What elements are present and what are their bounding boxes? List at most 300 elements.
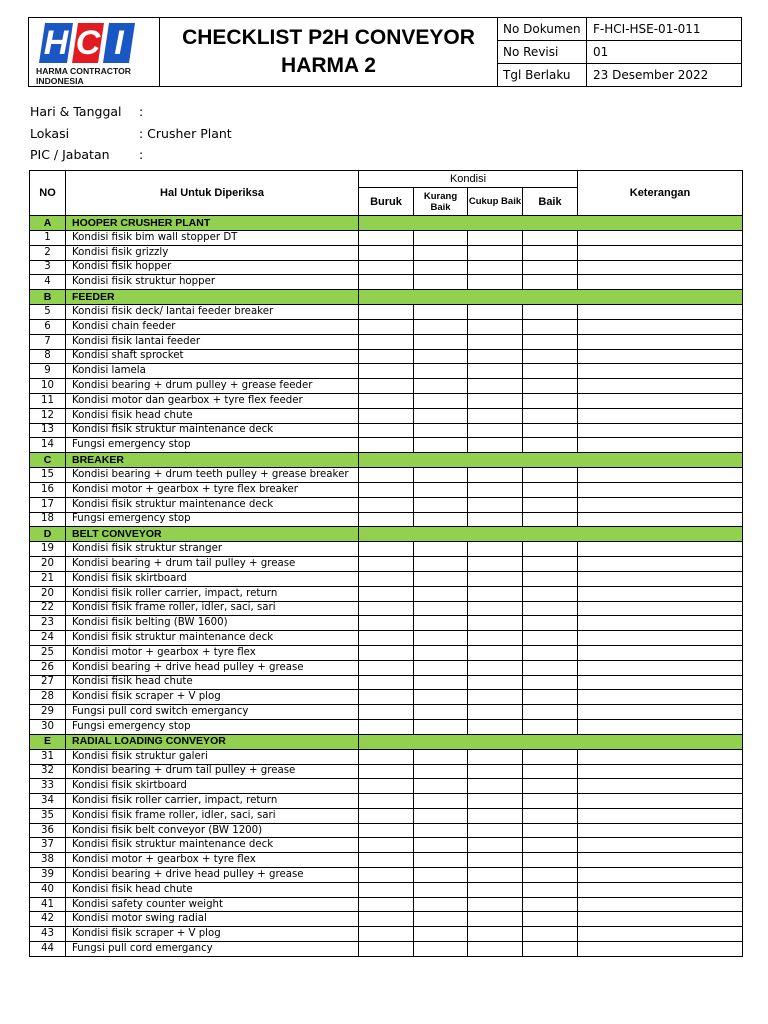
check-buruk[interactable] <box>359 364 414 379</box>
doc-info-label: No Dokumen <box>498 18 587 40</box>
keterangan-cell[interactable] <box>578 379 743 394</box>
keterangan-cell[interactable] <box>578 897 743 912</box>
keterangan-cell[interactable] <box>578 468 743 483</box>
meta-label: PIC / Jabatan <box>30 147 110 163</box>
check-kurang-baik[interactable] <box>414 705 468 720</box>
check-kurang-baik[interactable] <box>414 349 468 364</box>
meta-label: Lokasi <box>30 125 70 141</box>
check-kurang-baik[interactable] <box>414 497 468 512</box>
check-baik[interactable] <box>523 838 578 853</box>
item-number: 17 <box>30 497 66 512</box>
check-buruk[interactable] <box>359 823 414 838</box>
check-buruk[interactable] <box>359 305 414 320</box>
item-number: 27 <box>30 675 66 690</box>
check-kurang-baik[interactable] <box>414 645 468 660</box>
check-kurang-baik[interactable] <box>414 660 468 675</box>
check-kurang-baik[interactable] <box>414 616 468 631</box>
section-filler <box>359 290 743 305</box>
table-row <box>30 586 743 601</box>
table-row <box>30 882 743 897</box>
check-cukup-baik[interactable] <box>468 882 523 897</box>
check-buruk[interactable] <box>359 897 414 912</box>
keterangan-cell[interactable] <box>578 690 743 705</box>
check-kurang-baik[interactable] <box>414 631 468 646</box>
table-row <box>30 838 743 853</box>
item-description: Fungsi pull cord emergancy <box>66 942 359 957</box>
check-cukup-baik[interactable] <box>468 868 523 883</box>
keterangan-cell[interactable] <box>578 275 743 290</box>
meta-row-location <box>30 123 232 145</box>
item-description: Kondisi motor + gearbox + tyre flex breaker <box>66 482 359 497</box>
check-baik[interactable] <box>523 275 578 290</box>
item-description: Kondisi fisik skirtboard <box>66 571 359 586</box>
check-kurang-baik[interactable] <box>414 542 468 557</box>
check-buruk[interactable] <box>359 719 414 734</box>
check-kurang-baik[interactable] <box>414 305 468 320</box>
check-buruk[interactable] <box>359 794 414 809</box>
check-cukup-baik[interactable] <box>468 690 523 705</box>
keterangan-cell[interactable] <box>578 557 743 572</box>
check-buruk[interactable] <box>359 438 414 453</box>
item-description: Kondisi bearing + drum tail pulley + grease <box>66 557 359 572</box>
item-number: 32 <box>30 764 66 779</box>
check-baik[interactable] <box>523 438 578 453</box>
check-cukup-baik[interactable] <box>468 823 523 838</box>
check-buruk[interactable] <box>359 586 414 601</box>
check-baik[interactable] <box>523 853 578 868</box>
item-description: Kondisi fisik frame roller, idler, saci, sari <box>66 808 359 823</box>
item-description: Kondisi motor swing radial <box>66 912 359 927</box>
check-baik[interactable] <box>523 408 578 423</box>
item-number: 5 <box>30 305 66 320</box>
header-no: NO <box>30 171 66 216</box>
check-kurang-baik[interactable] <box>414 245 468 260</box>
check-buruk[interactable] <box>359 468 414 483</box>
check-baik[interactable] <box>523 231 578 246</box>
keterangan-cell[interactable] <box>578 823 743 838</box>
keterangan-cell[interactable] <box>578 616 743 631</box>
check-kurang-baik[interactable] <box>414 231 468 246</box>
table-row <box>30 379 743 394</box>
check-buruk[interactable] <box>359 260 414 275</box>
check-baik[interactable] <box>523 794 578 809</box>
check-buruk[interactable] <box>359 779 414 794</box>
keterangan-cell[interactable] <box>578 882 743 897</box>
check-cukup-baik[interactable] <box>468 408 523 423</box>
item-description: Kondisi fisik deck/ lantai feeder breaker <box>66 305 359 320</box>
table-row <box>30 794 743 809</box>
table-row <box>30 468 743 483</box>
check-buruk[interactable] <box>359 319 414 334</box>
keterangan-cell[interactable] <box>578 512 743 527</box>
check-baik[interactable] <box>523 749 578 764</box>
check-cukup-baik[interactable] <box>468 631 523 646</box>
table-row <box>30 334 743 349</box>
check-kurang-baik[interactable] <box>414 719 468 734</box>
check-buruk[interactable] <box>359 705 414 720</box>
keterangan-cell[interactable] <box>578 631 743 646</box>
check-cukup-baik[interactable] <box>468 853 523 868</box>
check-cukup-baik[interactable] <box>468 571 523 586</box>
keterangan-cell[interactable] <box>578 571 743 586</box>
check-cukup-baik[interactable] <box>468 438 523 453</box>
table-row <box>30 675 743 690</box>
check-baik[interactable] <box>523 557 578 572</box>
check-cukup-baik[interactable] <box>468 645 523 660</box>
section-title: BELT CONVEYOR <box>66 527 359 542</box>
check-buruk[interactable] <box>359 275 414 290</box>
check-kurang-baik[interactable] <box>414 675 468 690</box>
check-kurang-baik[interactable] <box>414 912 468 927</box>
check-baik[interactable] <box>523 823 578 838</box>
check-baik[interactable] <box>523 690 578 705</box>
document-title-line2: HARMA 2 <box>281 54 376 77</box>
check-cukup-baik[interactable] <box>468 912 523 927</box>
keterangan-cell[interactable] <box>578 927 743 942</box>
check-cukup-baik[interactable] <box>468 349 523 364</box>
check-kurang-baik[interactable] <box>414 393 468 408</box>
check-cukup-baik[interactable] <box>468 705 523 720</box>
item-description: Kondisi fisik belt conveyor (BW 1200) <box>66 823 359 838</box>
check-baik[interactable] <box>523 779 578 794</box>
check-baik[interactable] <box>523 245 578 260</box>
keterangan-cell[interactable] <box>578 853 743 868</box>
check-cukup-baik[interactable] <box>468 542 523 557</box>
check-baik[interactable] <box>523 423 578 438</box>
check-cukup-baik[interactable] <box>468 379 523 394</box>
meta-row-pic <box>30 144 232 166</box>
table-row <box>30 275 743 290</box>
check-baik[interactable] <box>523 393 578 408</box>
check-buruk[interactable] <box>359 838 414 853</box>
meta-label: Hari & Tanggal <box>30 104 122 120</box>
check-cukup-baik[interactable] <box>468 838 523 853</box>
item-description: Kondisi fisik struktur maintenance deck <box>66 423 359 438</box>
meta-row-date <box>30 101 232 123</box>
check-baik[interactable] <box>523 542 578 557</box>
item-description: Kondisi fisik lantai feeder <box>66 334 359 349</box>
check-baik[interactable] <box>523 616 578 631</box>
check-baik[interactable] <box>523 260 578 275</box>
check-cukup-baik[interactable] <box>468 497 523 512</box>
check-cukup-baik[interactable] <box>468 305 523 320</box>
check-kurang-baik[interactable] <box>414 260 468 275</box>
check-cukup-baik[interactable] <box>468 423 523 438</box>
keterangan-cell[interactable] <box>578 586 743 601</box>
meta-value[interactable]: : Crusher Plant <box>139 125 232 141</box>
check-baik[interactable] <box>523 379 578 394</box>
check-cukup-baik[interactable] <box>468 794 523 809</box>
check-kurang-baik[interactable] <box>414 319 468 334</box>
keterangan-cell[interactable] <box>578 497 743 512</box>
check-kurang-baik[interactable] <box>414 364 468 379</box>
check-baik[interactable] <box>523 468 578 483</box>
header-buruk: Buruk <box>359 188 414 216</box>
keterangan-cell[interactable] <box>578 542 743 557</box>
check-cukup-baik[interactable] <box>468 675 523 690</box>
check-kurang-baik[interactable] <box>414 379 468 394</box>
check-cukup-baik[interactable] <box>468 601 523 616</box>
check-cukup-baik[interactable] <box>468 749 523 764</box>
check-buruk[interactable] <box>359 660 414 675</box>
keterangan-cell[interactable] <box>578 319 743 334</box>
table-row <box>30 897 743 912</box>
item-number: 35 <box>30 808 66 823</box>
keterangan-cell[interactable] <box>578 912 743 927</box>
keterangan-cell[interactable] <box>578 423 743 438</box>
check-buruk[interactable] <box>359 601 414 616</box>
check-baik[interactable] <box>523 882 578 897</box>
check-cukup-baik[interactable] <box>468 586 523 601</box>
check-cukup-baik[interactable] <box>468 557 523 572</box>
check-buruk[interactable] <box>359 245 414 260</box>
section-row <box>30 527 743 542</box>
keterangan-cell[interactable] <box>578 438 743 453</box>
company-name-line1: HARMA CONTRACTOR <box>36 66 132 76</box>
item-description: Kondisi motor + gearbox + tyre flex <box>66 645 359 660</box>
item-number: 42 <box>30 912 66 927</box>
item-description: Kondisi fisik head chute <box>66 408 359 423</box>
check-cukup-baik[interactable] <box>468 319 523 334</box>
keterangan-cell[interactable] <box>578 482 743 497</box>
check-buruk[interactable] <box>359 379 414 394</box>
check-cukup-baik[interactable] <box>468 245 523 260</box>
meta-fields <box>30 101 232 166</box>
check-kurang-baik[interactable] <box>414 557 468 572</box>
doc-info-row <box>498 64 741 86</box>
check-baik[interactable] <box>523 497 578 512</box>
check-baik[interactable] <box>523 719 578 734</box>
item-number: 6 <box>30 319 66 334</box>
check-kurang-baik[interactable] <box>414 897 468 912</box>
checklist-table <box>29 170 743 957</box>
check-kurang-baik[interactable] <box>414 468 468 483</box>
check-cukup-baik[interactable] <box>468 660 523 675</box>
check-buruk[interactable] <box>359 408 414 423</box>
meta-value[interactable]: : <box>139 104 144 120</box>
section-filler <box>359 734 743 749</box>
check-baik[interactable] <box>523 897 578 912</box>
check-kurang-baik[interactable] <box>414 882 468 897</box>
check-buruk[interactable] <box>359 690 414 705</box>
check-kurang-baik[interactable] <box>414 942 468 957</box>
check-buruk[interactable] <box>359 942 414 957</box>
keterangan-cell[interactable] <box>578 408 743 423</box>
check-kurang-baik[interactable] <box>414 823 468 838</box>
header-keterangan: Keterangan <box>578 171 743 216</box>
keterangan-cell[interactable] <box>578 764 743 779</box>
check-baik[interactable] <box>523 482 578 497</box>
check-buruk[interactable] <box>359 393 414 408</box>
section-filler <box>359 527 743 542</box>
check-buruk[interactable] <box>359 571 414 586</box>
check-buruk[interactable] <box>359 675 414 690</box>
item-number: 40 <box>30 882 66 897</box>
check-kurang-baik[interactable] <box>414 808 468 823</box>
item-number: 26 <box>30 660 66 675</box>
check-kurang-baik[interactable] <box>414 764 468 779</box>
check-baik[interactable] <box>523 705 578 720</box>
check-kurang-baik[interactable] <box>414 586 468 601</box>
check-cukup-baik[interactable] <box>468 393 523 408</box>
check-cukup-baik[interactable] <box>468 779 523 794</box>
keterangan-cell[interactable] <box>578 231 743 246</box>
check-kurang-baik[interactable] <box>414 868 468 883</box>
check-buruk[interactable] <box>359 482 414 497</box>
item-description: Kondisi fisik struktur maintenance deck <box>66 497 359 512</box>
keterangan-cell[interactable] <box>578 601 743 616</box>
check-baik[interactable] <box>523 364 578 379</box>
keterangan-cell[interactable] <box>578 660 743 675</box>
check-cukup-baik[interactable] <box>468 260 523 275</box>
keterangan-cell[interactable] <box>578 705 743 720</box>
item-number: 36 <box>30 823 66 838</box>
section-row <box>30 216 743 231</box>
keterangan-cell[interactable] <box>578 393 743 408</box>
keterangan-cell[interactable] <box>578 779 743 794</box>
check-baik[interactable] <box>523 645 578 660</box>
item-number: 24 <box>30 631 66 646</box>
check-buruk[interactable] <box>359 912 414 927</box>
company-name-line2: INDONESIA <box>36 76 84 86</box>
check-buruk[interactable] <box>359 764 414 779</box>
check-cukup-baik[interactable] <box>468 512 523 527</box>
check-buruk[interactable] <box>359 616 414 631</box>
keterangan-cell[interactable] <box>578 749 743 764</box>
check-baik[interactable] <box>523 512 578 527</box>
check-buruk[interactable] <box>359 334 414 349</box>
keterangan-cell[interactable] <box>578 838 743 853</box>
check-baik[interactable] <box>523 334 578 349</box>
check-buruk[interactable] <box>359 868 414 883</box>
check-buruk[interactable] <box>359 882 414 897</box>
keterangan-cell[interactable] <box>578 675 743 690</box>
check-buruk[interactable] <box>359 423 414 438</box>
check-cukup-baik[interactable] <box>468 468 523 483</box>
check-kurang-baik[interactable] <box>414 571 468 586</box>
section-row <box>30 290 743 305</box>
check-baik[interactable] <box>523 764 578 779</box>
check-baik[interactable] <box>523 675 578 690</box>
check-baik[interactable] <box>523 349 578 364</box>
check-buruk[interactable] <box>359 512 414 527</box>
check-buruk[interactable] <box>359 231 414 246</box>
check-kurang-baik[interactable] <box>414 512 468 527</box>
check-kurang-baik[interactable] <box>414 838 468 853</box>
check-baik[interactable] <box>523 927 578 942</box>
check-cukup-baik[interactable] <box>468 231 523 246</box>
check-cukup-baik[interactable] <box>468 897 523 912</box>
check-buruk[interactable] <box>359 645 414 660</box>
item-description: Kondisi fisik struktur galeri <box>66 749 359 764</box>
header-kondisi: Kondisi <box>359 171 578 188</box>
keterangan-cell[interactable] <box>578 794 743 809</box>
header-baik: Baik <box>523 188 578 216</box>
check-baik[interactable] <box>523 808 578 823</box>
check-buruk[interactable] <box>359 749 414 764</box>
check-kurang-baik[interactable] <box>414 408 468 423</box>
check-buruk[interactable] <box>359 927 414 942</box>
check-buruk[interactable] <box>359 542 414 557</box>
check-kurang-baik[interactable] <box>414 749 468 764</box>
check-cukup-baik[interactable] <box>468 942 523 957</box>
check-cukup-baik[interactable] <box>468 482 523 497</box>
check-buruk[interactable] <box>359 557 414 572</box>
item-number: 33 <box>30 779 66 794</box>
check-baik[interactable] <box>523 912 578 927</box>
keterangan-cell[interactable] <box>578 305 743 320</box>
check-buruk[interactable] <box>359 349 414 364</box>
keterangan-cell[interactable] <box>578 349 743 364</box>
check-kurang-baik[interactable] <box>414 601 468 616</box>
check-buruk[interactable] <box>359 853 414 868</box>
check-cukup-baik[interactable] <box>468 334 523 349</box>
check-kurang-baik[interactable] <box>414 482 468 497</box>
check-baik[interactable] <box>523 305 578 320</box>
item-description: Kondisi bearing + drum pulley + grease feeder <box>66 379 359 394</box>
check-cukup-baik[interactable] <box>468 808 523 823</box>
check-baik[interactable] <box>523 942 578 957</box>
table-row <box>30 645 743 660</box>
check-baik[interactable] <box>523 601 578 616</box>
item-description: Kondisi fisik roller carrier, impact, return <box>66 794 359 809</box>
check-buruk[interactable] <box>359 497 414 512</box>
keterangan-cell[interactable] <box>578 645 743 660</box>
check-buruk[interactable] <box>359 631 414 646</box>
table-row <box>30 719 743 734</box>
check-cukup-baik[interactable] <box>468 275 523 290</box>
table-row <box>30 631 743 646</box>
check-kurang-baik[interactable] <box>414 334 468 349</box>
check-baik[interactable] <box>523 868 578 883</box>
check-cukup-baik[interactable] <box>468 616 523 631</box>
check-kurang-baik[interactable] <box>414 779 468 794</box>
keterangan-cell[interactable] <box>578 942 743 957</box>
check-kurang-baik[interactable] <box>414 423 468 438</box>
keterangan-cell[interactable] <box>578 260 743 275</box>
check-cukup-baik[interactable] <box>468 764 523 779</box>
item-description: Kondisi fisik hopper <box>66 260 359 275</box>
check-baik[interactable] <box>523 319 578 334</box>
check-baik[interactable] <box>523 586 578 601</box>
keterangan-cell[interactable] <box>578 868 743 883</box>
check-kurang-baik[interactable] <box>414 927 468 942</box>
check-cukup-baik[interactable] <box>468 719 523 734</box>
check-kurang-baik[interactable] <box>414 438 468 453</box>
check-baik[interactable] <box>523 571 578 586</box>
header-kurang-baik: Kurang Baik <box>414 188 468 216</box>
section-title: HOOPER CRUSHER PLANT <box>66 216 359 231</box>
keterangan-cell[interactable] <box>578 808 743 823</box>
check-cukup-baik[interactable] <box>468 364 523 379</box>
check-kurang-baik[interactable] <box>414 690 468 705</box>
keterangan-cell[interactable] <box>578 334 743 349</box>
table-row <box>30 616 743 631</box>
check-kurang-baik[interactable] <box>414 853 468 868</box>
check-cukup-baik[interactable] <box>468 927 523 942</box>
check-buruk[interactable] <box>359 808 414 823</box>
section-title: BREAKER <box>66 453 359 468</box>
check-baik[interactable] <box>523 631 578 646</box>
meta-value[interactable]: : <box>139 147 144 163</box>
keterangan-cell[interactable] <box>578 245 743 260</box>
table-row <box>30 305 743 320</box>
keterangan-cell[interactable] <box>578 364 743 379</box>
check-kurang-baik[interactable] <box>414 794 468 809</box>
check-baik[interactable] <box>523 660 578 675</box>
keterangan-cell[interactable] <box>578 719 743 734</box>
check-kurang-baik[interactable] <box>414 275 468 290</box>
